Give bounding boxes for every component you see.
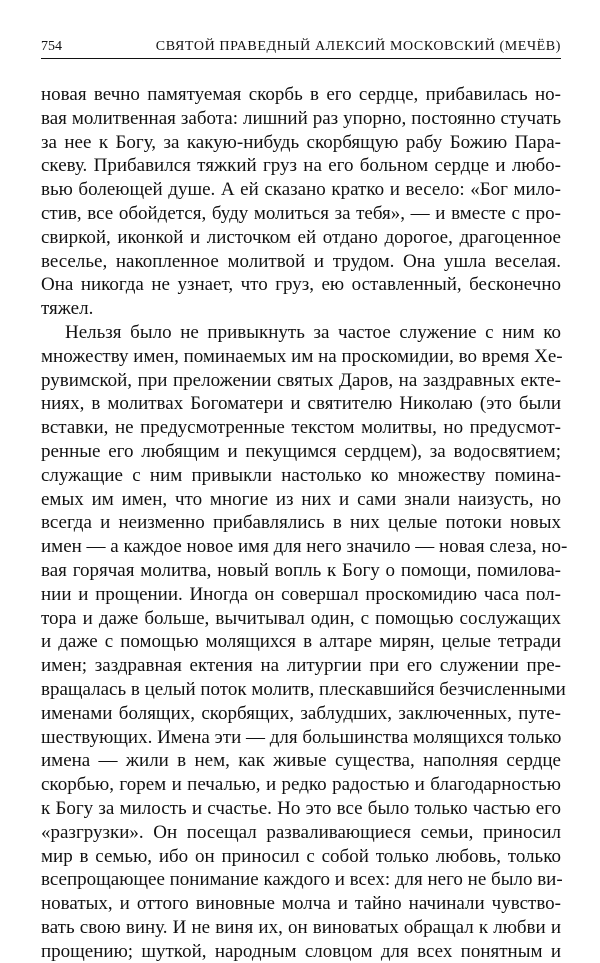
page-number: 754	[41, 39, 62, 54]
text-line: ренные его любящим и пекущимся сердцем), за водосвятием;	[41, 440, 561, 462]
text-line: тяжел.	[41, 298, 94, 320]
text-line: к Богу за милость и счастье. Но это все было только частью его	[41, 797, 561, 819]
text-line: скорбью, горем и печалью, и редко радостью и благодарностью	[41, 774, 561, 796]
paragraph	[41, 83, 561, 321]
text-line: скеву. Прибавился тяжкий груз на его больном сердце и любо-	[41, 155, 561, 177]
text-line: вая горячая молитва, новый вопль к Богу о помощи, помилова-	[41, 559, 561, 581]
text-line: ниях, в молитвах Богоматери и святителю Николаю (это были	[41, 393, 561, 415]
text-line: вать свою вину. И не виня их, он виноватых обращал к любви и	[41, 916, 561, 938]
text-line: шествующих. Имена эти — для большинства молящихся только	[41, 726, 562, 748]
text-line: вая молитвенная забота: лишний раз упорно, постоянно стучать	[41, 107, 561, 129]
text-line: Она никогда не узнает, что груз, ею оставленный, бесконечно	[41, 274, 561, 296]
text-line: имена — жили в нем, как живые существа, наполняя сердце	[41, 750, 561, 772]
text-line: имен; заздравная ектения на литургии при его служении пре-	[41, 655, 561, 677]
text-line: рувимской, при преложении святых Даров, на заздравных екте-	[41, 369, 561, 391]
text-line: нии и прощении. Иногда он совершал проскомидию часа пол-	[41, 583, 561, 605]
running-title: СВЯТОЙ ПРАВЕДНЫЙ АЛЕКСИЙ МОСКОВСКИЙ (МЕЧЁВ)	[155, 39, 561, 54]
text-line: вращалась в целый поток молитв, плескавшийся безчисленными	[41, 678, 566, 700]
text-line: именами болящих, скорбящих, заблудших, заключенных, путе-	[41, 702, 561, 724]
text-line: и даже с помощью молящихся в алтаре мирян, целые тетради	[41, 631, 561, 653]
page-body	[41, 83, 568, 963]
text-line: имен — а каждое новое имя для него значило — новая слеза, но-	[41, 536, 568, 558]
text-line: вью болеющей душе. А ей сказано кратко и весело: «Бог мило-	[41, 179, 561, 201]
text-line: вставки, не предусмотренные текстом молитвы, но предусмот-	[41, 417, 561, 439]
text-line: новатых, и оттого виновные молча и тайно начинали чувство-	[41, 893, 561, 915]
text-line: емых им имен, что многие из них и сами знали наизусть, но	[41, 488, 561, 510]
text-line: за нее к Богу, за какую-нибудь скорбящую рабу Божию Пара-	[41, 131, 561, 153]
text-line: стив, все обойдется, буду молиться за тебя», — и вместе с про-	[41, 202, 561, 224]
text-line: всегда и неизменно прибавлялись в них целые потоки новых	[41, 512, 561, 534]
text-line: множеству имен, поминаемых им на проскомидии, во время Хе-	[41, 345, 563, 367]
text-line: свиркой, иконкой и листочком ей отдано дорогое, драгоценное	[41, 226, 561, 248]
text-line: веселье, накопленное молитвой и трудом. Она ушла веселая.	[41, 250, 561, 272]
text-line: мир в семью, ибо он приносил с собой только любовь, только	[41, 845, 561, 867]
text-line: Нельзя было не привыкнуть за частое служение с ним ко	[65, 321, 561, 343]
text-line: тора и даже больше, вычитывал один, с помощью сослужащих	[41, 607, 561, 629]
text-line: «разгрузки». Он посещал разваливающиеся семьи, приносил	[41, 821, 561, 843]
running-header	[41, 34, 561, 59]
text-line: прощению; шуткой, народным словцом для всех понятным и	[41, 940, 561, 962]
paragraph	[41, 321, 568, 963]
text-line: служащие с ним привыкли настолько ко множеству помина-	[41, 464, 561, 486]
text-line: всепрощающее понимание каждого и всех: для него не было ви-	[41, 869, 563, 891]
text-line: новая вечно памятуемая скорбь в его сердце, прибавилась но-	[41, 84, 561, 105]
